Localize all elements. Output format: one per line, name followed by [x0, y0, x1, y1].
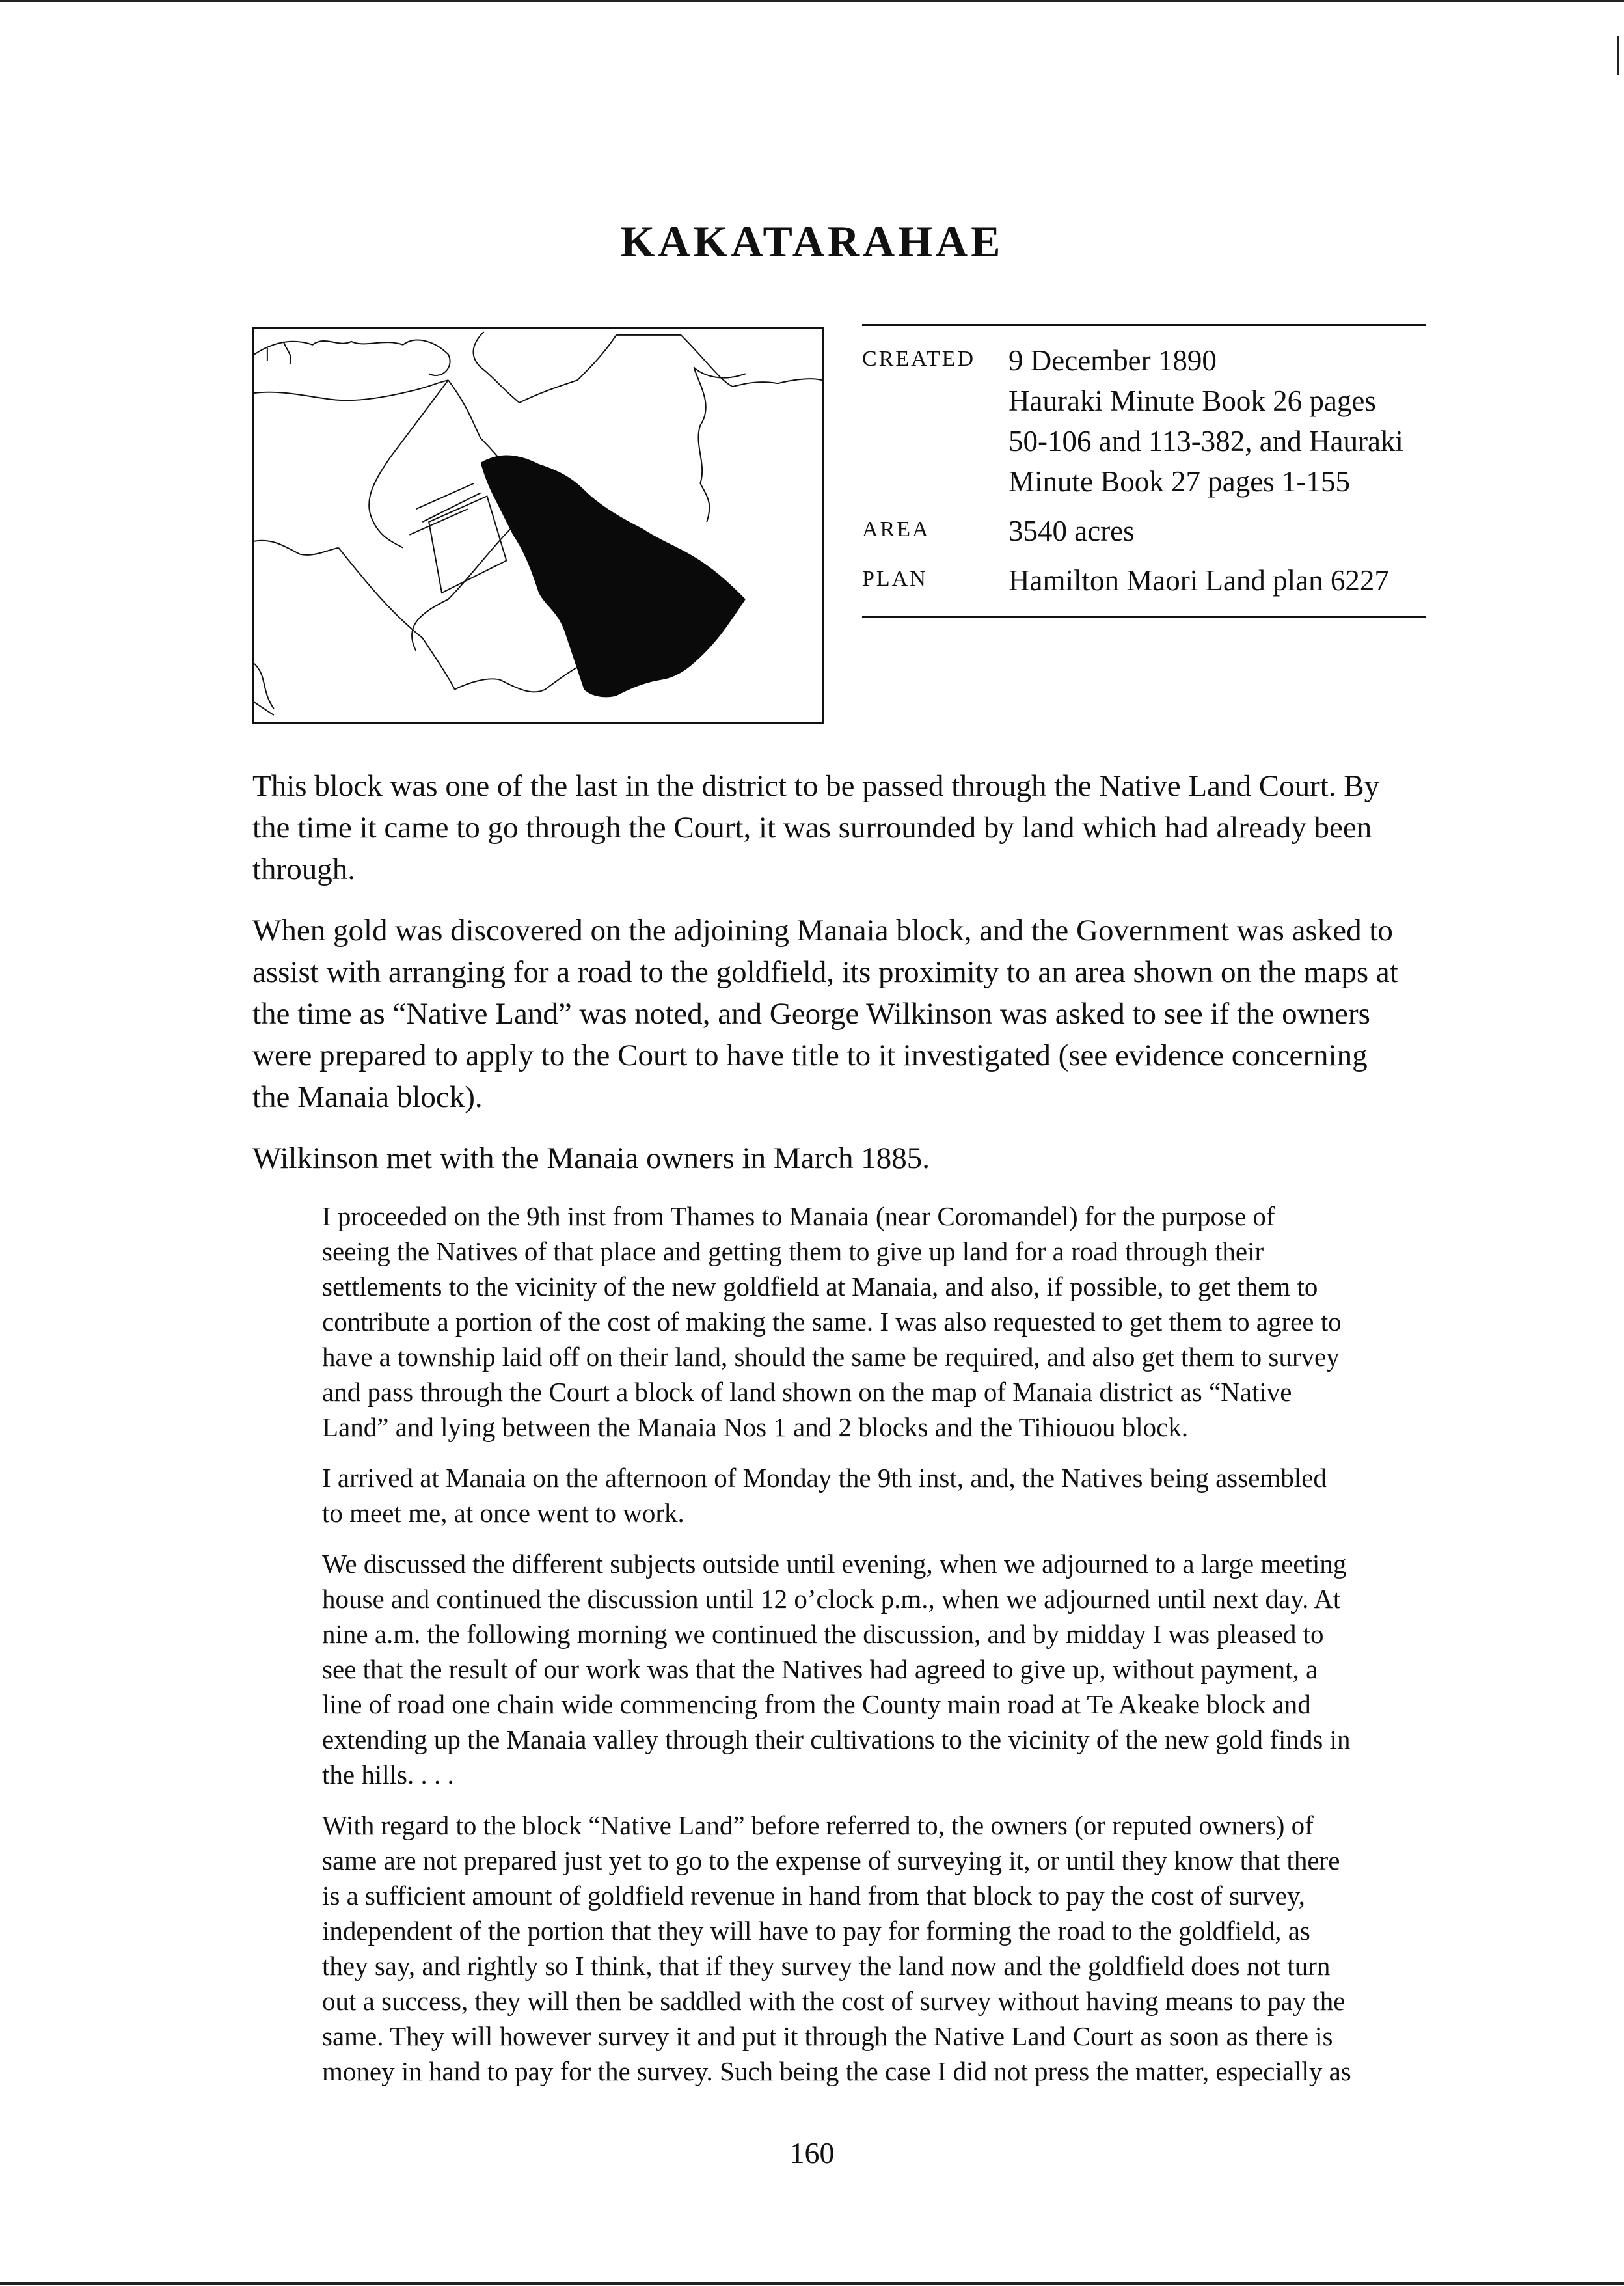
quote-line: extending up the Manaia valley through their cultivations to the vicinity of the new gold finds in	[322, 1724, 1351, 1754]
map-boundary	[254, 664, 274, 715]
quote-line: I proceeded on the 9th inst from Thames to Manaia (near Coromandel) for the purpose of	[322, 1201, 1275, 1231]
quote-paragraph	[322, 1808, 1429, 2089]
scan-edge-top	[0, 0, 1624, 2]
quote-line: Land” and lying between the Manaia Nos 1 and 2 blocks and the Tihiouou block.	[322, 1412, 1189, 1442]
quote-line: see that the result of our work was that the Natives had agreed to give up, without payment, a	[322, 1654, 1318, 1684]
created-line: Minute Book 27 pages 1-155	[1008, 465, 1350, 498]
created-value	[1008, 340, 1403, 502]
quote-paragraph	[322, 1199, 1429, 1445]
map-boundary	[254, 340, 450, 375]
quote-line: out a success, they will then be saddled with the cost of survey without having means to pay the	[322, 1986, 1346, 2016]
quote-line: house and continued the discussion until 12 o’clock p.m., when we adjourned until next day. At	[322, 1584, 1341, 1614]
quote-line: independent of the portion that they will have to pay for forming the road to the goldfield, as	[322, 1916, 1310, 1946]
text-line: the time it came to go through the Court, it was surrounded by land which had already been	[252, 811, 1372, 845]
quote-paragraph	[322, 1546, 1429, 1792]
text-line: the time as “Native Land” was noted, and George Wilkinson was asked to see if the owners	[252, 997, 1370, 1031]
plan-row	[862, 560, 1426, 601]
quote-line: settlements to the vicinity of the new goldfield at Manaia, and also, if possible, to get them to	[322, 1272, 1318, 1301]
quote-line: is a sufficient amount of goldfield revenue in hand from that block to pay the cost of survey,	[322, 1881, 1305, 1911]
quote-line: I arrived at Manaia on the afternoon of Monday the 9th inst, and, the Natives being assembled	[322, 1463, 1327, 1493]
text-line: Wilkinson met with the Manaia owners in March 1885.	[252, 1141, 930, 1175]
paragraph	[252, 1137, 1429, 1179]
scan-edge-bottom	[0, 2282, 1624, 2285]
created-label: CREATED	[862, 347, 975, 371]
quote-line: With regard to the block “Native Land” before referred to, the owners (or reputed owners) of	[322, 1810, 1314, 1840]
text-line: the Manaia block).	[252, 1080, 483, 1114]
text-line: When gold was discovered on the adjoining Manaia block, and the Government was asked to	[252, 914, 1393, 947]
created-row	[862, 340, 1426, 502]
quote-line: they say, and rightly so I think, that if they survey the land now and the goldfield does not turn	[322, 1951, 1331, 1981]
map-svg	[254, 329, 822, 722]
text-line: This block was one of the last in the district to be passed through the Native Land Court. By	[252, 769, 1380, 803]
page-title: KAKATARAHAE	[620, 217, 1004, 266]
quote-line: seeing the Natives of that place and getting them to give up land for a road through their	[322, 1236, 1264, 1266]
created-line: 9 December 1890	[1008, 344, 1217, 377]
page-number: 160	[789, 2136, 835, 2170]
area-value: 3540 acres	[1008, 515, 1135, 547]
map-boundary	[681, 335, 822, 387]
text-line: assist with arranging for a road to the goldfield, its proximity to an area shown on the maps at	[252, 955, 1398, 989]
map-boundary	[254, 541, 338, 555]
quote-line: contribute a portion of the cost of making the same. I was also requested to get them to agree to	[322, 1307, 1342, 1337]
text-line: through.	[252, 852, 355, 886]
quote-line: to meet me, at once went to work.	[322, 1498, 684, 1528]
quote-line: have a township laid off on their land, should the same be required, and also get them to survey	[322, 1342, 1340, 1372]
area-row	[862, 511, 1426, 551]
plan-label: PLAN	[862, 567, 928, 591]
map-parcel-lines	[409, 483, 480, 535]
paragraph	[252, 910, 1429, 1118]
map-boundary	[254, 380, 448, 400]
block-details	[862, 324, 1426, 618]
map-boundary	[616, 335, 746, 378]
paragraph	[252, 765, 1429, 890]
quote-line: same. They will however survey it and put it through the Native Land Court as soon as there is	[322, 2021, 1333, 2051]
plan-value: Hamilton Maori Land plan 6227	[1008, 564, 1389, 597]
quote-line: We discussed the different subjects outside until evening, when we adjourned to a large meeting	[322, 1549, 1347, 1579]
quote-line: money in hand to pay for the survey. Such being the case I did not press the matter, especially as	[322, 2056, 1351, 2086]
map-boundary	[694, 367, 709, 522]
created-line: 50-106 and 113-382, and Hauraki	[1008, 425, 1403, 457]
quote-line: and pass through the Court a block of land shown on the map of Manaia district as “Native	[322, 1377, 1292, 1407]
text-line: were prepared to apply to the Court to have title to it investigated (see evidence concerning	[252, 1039, 1368, 1072]
body-text	[252, 765, 1429, 2104]
quote-line: same are not prepared just yet to go to the expense of surveying it, or until they know that there	[322, 1845, 1340, 1875]
map-block-kakatarahae	[481, 456, 746, 698]
map-boundary	[473, 332, 616, 403]
block-quote	[322, 1199, 1429, 2089]
scan-edge-mark	[1617, 36, 1619, 75]
quote-line: nine a.m. the following morning we continued the discussion, and by midday I was pleased to	[322, 1619, 1324, 1649]
block-location-map	[252, 327, 824, 724]
area-label: AREA	[862, 517, 930, 541]
created-line: Hauraki Minute Book 26 pages	[1008, 385, 1376, 417]
quote-line: the hills. . . .	[322, 1760, 454, 1789]
quote-line: line of road one chain wide commencing from the County main road at Te Akeake block and	[322, 1689, 1311, 1719]
map-boundary	[267, 342, 291, 364]
quote-paragraph	[322, 1460, 1429, 1531]
